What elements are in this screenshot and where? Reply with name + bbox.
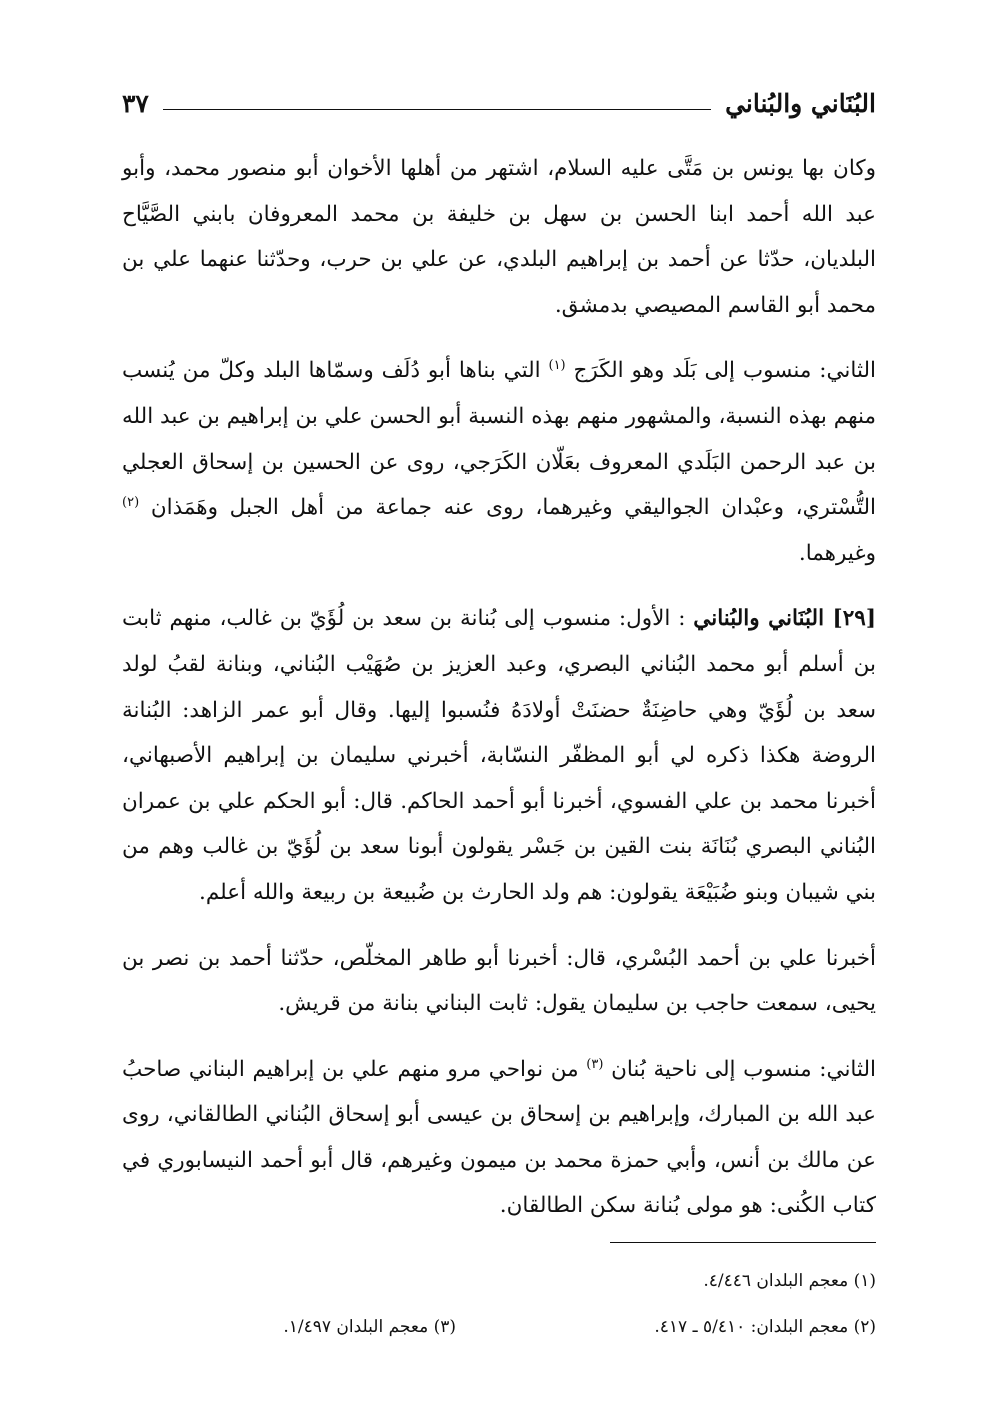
paragraph-5-text-a: الثاني: منسوب إلى ناحية بُنان [611, 1056, 876, 1082]
main-text [122, 146, 876, 1249]
paragraph-5 [122, 1047, 876, 1229]
paragraph-2 [122, 348, 876, 576]
paragraph-5-text-b: من نواحي مرو منهم علي بن إبراهيم البناني صاحبُ عبد الله بن المبارك، وإبراهيم بن إسحاق بن عيسى أبو إسحاق البُناني الطالقاني، روى عن مالك بن أنس، وأبي حمزة محمد بن ميمون وغيرهم، قال أبو أحمد النيسابوري في كتاب الكُنى: هو مولى بُنانة سكن الطالقان. [122, 1056, 876, 1219]
paragraph-4 [122, 936, 876, 1027]
entry-number: [٢٩] [824, 606, 876, 632]
entry-29 [122, 596, 876, 915]
footnote-separator [610, 1242, 876, 1243]
running-title: البُنَاني والبُناني [725, 89, 876, 118]
footnote-3: (٣) معجم البلدان ١/٤٩٧. [283, 1317, 456, 1337]
entry-title: البُنَاني والبُناني [693, 606, 825, 632]
header-rule [163, 109, 711, 110]
paragraph-2-text-c: وغيرهما. [798, 540, 876, 566]
footnote-ref-1[interactable]: (١) [548, 358, 566, 374]
entry-29-text: : الأول: منسوب إلى بُنانة بن سعد بن لُؤَيّ بن غالب، منهم ثابت بن أسلم أبو محمد البُناني البصري، وعبد العزيز بن صُهَيْب البُناني، وبنانة لقبُ لولد سعد بن لُؤَيّ وهي حاضِنَةٌ حضنَتْ أولادَهُ فنُسبوا إليها. وقال أبو عمر الزاهد: البُنانة الروضة هكذا ذكره لي أبو المظفّر النسّابة، أخبرني سليمان بن إبراهيم الأصبهاني، أخبرنا محمد بن علي الفسوي، أخبرنا أبو أحمد الحاكم. قال: أبو الحكم علي بن عمران البُناني البصري بُنَانَة بنت القين بن جَسْر يقولون أبونا سعد بن لُؤَيّ بن غالب وهم من بني شيبان وبنو ضُبَيْعَة يقولون: هم ولد الحارث بن ضُبيعة بن ربيعة والله أعلم. [122, 606, 876, 905]
page-header [122, 82, 876, 118]
paragraph-4-text: أخبرنا علي بن أحمد البُسْري، قال: أخبرنا أبو طاهر المخلّص، حدّثنا أحمد بن نصر بن يحيى، سمعت حاجب بن سليمان يقول: ثابت البناني بنانة من قريش. [122, 945, 876, 1017]
page-number: ٣٧ [122, 89, 149, 118]
paragraph-2-text-a: الثاني: منسوب إلى بَلَد وهو الكَرَج [573, 358, 876, 384]
footnote-ref-3[interactable]: (٣) [586, 1056, 604, 1072]
paragraph-1 [122, 146, 876, 328]
paragraph-1-text: وكان بها يونس بن مَتَّى عليه السلام، اشتهر من أهلها الأخوان أبو منصور محمد، وأبو عبد الله أحمد ابنا الحسن بن سهل بن خليفة بن محمد المعروفان بابني الصَّيَّاح البلديان، حدّثا عن أحمد بن إبراهيم البلدي، عن علي بن حرب، وحدّثنا عنهما علي بن محمد أبو القاسم المصيصي بدمشق. [122, 156, 876, 318]
footnote-row-2 [122, 1304, 876, 1350]
footnote-ref-2[interactable]: (٢) [122, 495, 140, 510]
footnote-1: (١) معجم البلدان ٤/٤٤٦. [703, 1271, 876, 1291]
footnotes [122, 1258, 876, 1350]
footnote-2: (٢) معجم البلدان: ٥/٤١٠ ـ ٤١٧. [654, 1317, 876, 1337]
paragraph-2-text-b: التي بناها أبو دُلَف وسمّاها البلد وكلّ من يُنسب منهم بهذه النسبة، والمشهور منهم بهذه النسبة أبو الحسن علي بن إبراهيم بن عبد الله بن عبد الرحمن البَلَدي المعروف بعَلّان الكَرَجي، روى عن الحسين بن إسحاق العجلي التُّسْتري، وعبْدان الجواليقي وغيرهما، روى عنه جماعة من أهل الجبل وهَمَذان [122, 358, 876, 521]
footnote-row-1 [122, 1258, 876, 1304]
